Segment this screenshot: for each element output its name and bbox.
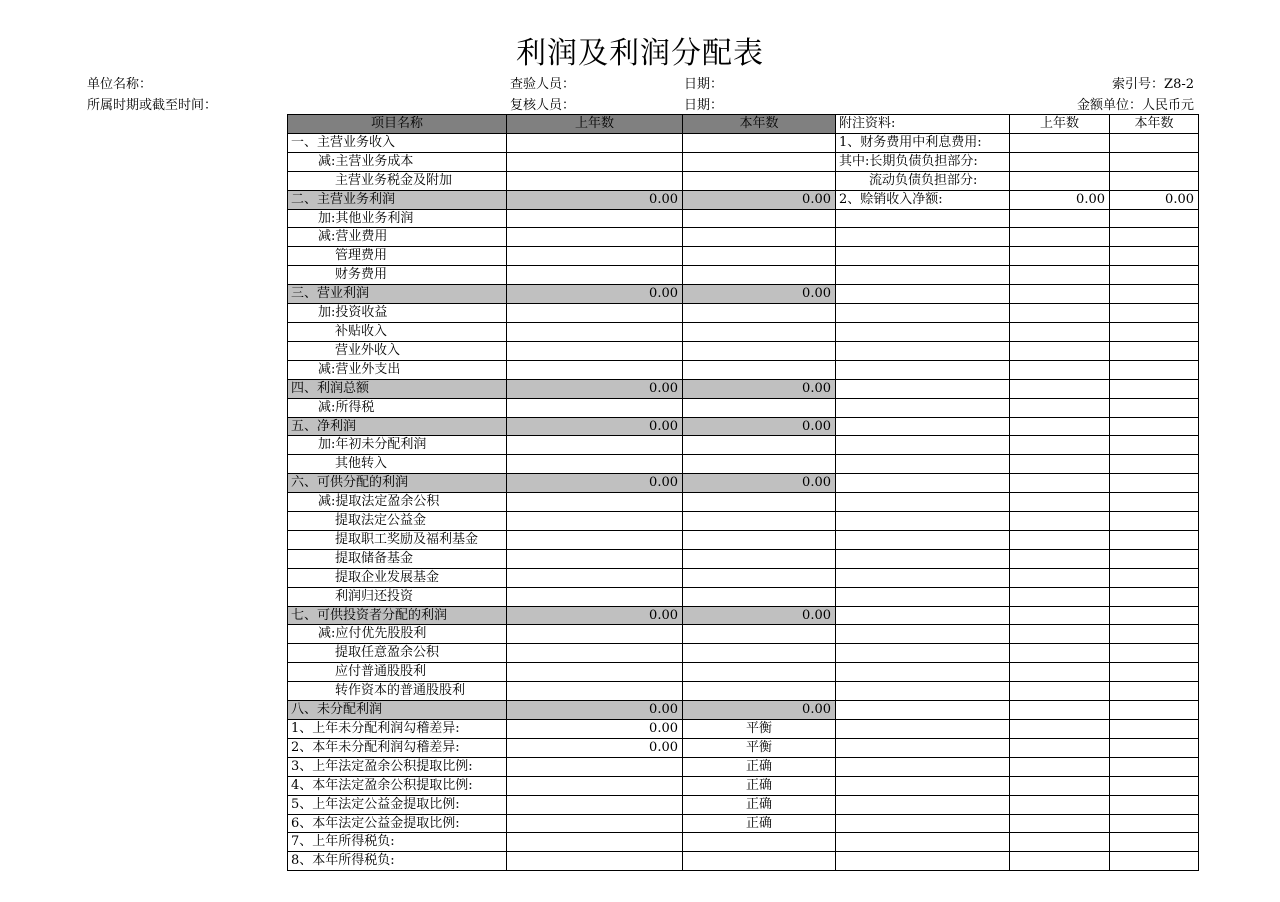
note-label[interactable]: [836, 701, 1010, 720]
prev-year-value[interactable]: [507, 228, 683, 247]
curr-year-value[interactable]: [683, 833, 836, 852]
prev-year-value[interactable]: [507, 493, 683, 512]
curr-year-value[interactable]: [683, 625, 836, 644]
curr-year-value[interactable]: 正确: [683, 795, 836, 814]
prev-year-value[interactable]: 0.00: [507, 417, 683, 436]
prev-year-value[interactable]: [507, 663, 683, 682]
note-curr-year-value[interactable]: [1110, 209, 1199, 228]
note-curr-year-value[interactable]: [1110, 625, 1199, 644]
table-row: [288, 663, 1199, 682]
note-curr-year-value[interactable]: [1110, 417, 1199, 436]
review-date-label: 日期：: [684, 98, 724, 113]
note-prev-year-value[interactable]: [1010, 266, 1110, 285]
row-label[interactable]: 提取任意盈余公积: [288, 644, 507, 663]
note-curr-year-value[interactable]: [1110, 379, 1199, 398]
note-prev-year-value[interactable]: [1010, 757, 1110, 776]
note-curr-year-value[interactable]: [1110, 133, 1199, 152]
note-prev-year-value[interactable]: 0.00: [1010, 190, 1110, 209]
note-prev-year-value[interactable]: [1010, 228, 1110, 247]
note-prev-year-value[interactable]: [1010, 152, 1110, 171]
note-label[interactable]: [836, 209, 1010, 228]
note-label[interactable]: [836, 285, 1010, 304]
note-curr-year-value[interactable]: [1110, 757, 1199, 776]
note-label[interactable]: [836, 549, 1010, 568]
curr-year-value[interactable]: [683, 568, 836, 587]
note-label[interactable]: [836, 776, 1010, 795]
note-label[interactable]: [836, 587, 1010, 606]
prev-year-value[interactable]: [507, 625, 683, 644]
curr-year-value[interactable]: [683, 682, 836, 701]
curr-year-value[interactable]: 平衡: [683, 738, 836, 757]
row-label[interactable]: 减:营业外支出: [288, 360, 507, 379]
note-curr-year-value[interactable]: [1110, 436, 1199, 455]
note-label[interactable]: [836, 455, 1010, 474]
note-prev-year-value[interactable]: [1010, 322, 1110, 341]
prev-year-value[interactable]: [507, 247, 683, 266]
row-label[interactable]: 7、上年所得税负:: [288, 833, 507, 852]
row-label[interactable]: 提取储备基金: [288, 549, 507, 568]
note-curr-year-value[interactable]: [1110, 228, 1199, 247]
note-prev-year-value[interactable]: [1010, 436, 1110, 455]
row-label[interactable]: 2、本年未分配利润勾稽差异:: [288, 738, 507, 757]
note-label[interactable]: [836, 606, 1010, 625]
header-item-name: 项目名称: [288, 115, 507, 134]
note-label[interactable]: [836, 417, 1010, 436]
row-label[interactable]: 提取企业发展基金: [288, 568, 507, 587]
row-label[interactable]: 财务费用: [288, 266, 507, 285]
check-date-label: 日期：: [684, 77, 724, 92]
note-prev-year-value[interactable]: [1010, 606, 1110, 625]
prev-year-value[interactable]: [507, 776, 683, 795]
curr-year-value[interactable]: 正确: [683, 814, 836, 833]
note-curr-year-value[interactable]: [1110, 493, 1199, 512]
table-row: [288, 247, 1199, 266]
curr-year-value[interactable]: [683, 266, 836, 285]
note-label[interactable]: [836, 852, 1010, 871]
table-row: [288, 587, 1199, 606]
curr-year-value[interactable]: [683, 549, 836, 568]
note-curr-year-value[interactable]: [1110, 304, 1199, 323]
note-prev-year-value[interactable]: [1010, 360, 1110, 379]
table-row: [288, 625, 1199, 644]
note-label[interactable]: 其中:长期负债负担部分:: [836, 152, 1010, 171]
curr-year-value[interactable]: [683, 512, 836, 531]
note-prev-year-value[interactable]: [1010, 852, 1110, 871]
note-label[interactable]: [836, 266, 1010, 285]
note-label[interactable]: [836, 663, 1010, 682]
prev-year-value[interactable]: 0.00: [507, 738, 683, 757]
curr-year-value[interactable]: [683, 530, 836, 549]
table-row: [288, 398, 1199, 417]
prev-year-value[interactable]: [507, 568, 683, 587]
note-curr-year-value[interactable]: [1110, 682, 1199, 701]
note-label[interactable]: [836, 757, 1010, 776]
table-row: [288, 417, 1199, 436]
row-label[interactable]: 加:其他业务利润: [288, 209, 507, 228]
table-row: [288, 152, 1199, 171]
row-label[interactable]: 主营业务税金及附加: [288, 171, 507, 190]
reviewer-label: 复核人员：: [510, 98, 576, 113]
table-row: [288, 266, 1199, 285]
curr-year-value[interactable]: 平衡: [683, 720, 836, 739]
prev-year-value[interactable]: [507, 398, 683, 417]
row-label[interactable]: 减:提取法定盈余公积: [288, 493, 507, 512]
curr-year-value[interactable]: 0.00: [683, 701, 836, 720]
curr-year-value[interactable]: 0.00: [683, 417, 836, 436]
row-label[interactable]: 应付普通股股利: [288, 663, 507, 682]
row-label[interactable]: 利润归还投资: [288, 587, 507, 606]
table-row: [288, 606, 1199, 625]
curr-year-value[interactable]: 0.00: [683, 190, 836, 209]
note-label[interactable]: [836, 493, 1010, 512]
table-row: [288, 436, 1199, 455]
row-label[interactable]: 加:年初未分配利润: [288, 436, 507, 455]
curr-year-value[interactable]: [683, 398, 836, 417]
note-prev-year-value[interactable]: [1010, 474, 1110, 493]
table-row: [288, 814, 1199, 833]
prev-year-value[interactable]: 0.00: [507, 379, 683, 398]
row-label[interactable]: 4、本年法定盈余公积提取比例:: [288, 776, 507, 795]
prev-year-value[interactable]: [507, 852, 683, 871]
note-label[interactable]: 流动负债负担部分:: [836, 171, 1010, 190]
row-label[interactable]: 8、本年所得税负:: [288, 852, 507, 871]
row-label[interactable]: 一、主营业务收入: [288, 133, 507, 152]
page-title: 利润及利润分配表: [516, 36, 764, 71]
row-label[interactable]: 6、本年法定公益金提取比例:: [288, 814, 507, 833]
note-curr-year-value[interactable]: [1110, 852, 1199, 871]
table-header-row: [288, 115, 1199, 134]
note-curr-year-value[interactable]: [1110, 171, 1199, 190]
note-curr-year-value[interactable]: [1110, 398, 1199, 417]
table-row: [288, 322, 1199, 341]
curr-year-value[interactable]: [683, 493, 836, 512]
note-curr-year-value[interactable]: [1110, 568, 1199, 587]
row-label[interactable]: 五、净利润: [288, 417, 507, 436]
curr-year-value[interactable]: [683, 171, 836, 190]
note-curr-year-value[interactable]: [1110, 776, 1199, 795]
note-prev-year-value[interactable]: [1010, 814, 1110, 833]
header-note-prev-year: 上年数: [1010, 115, 1110, 134]
table-row: [288, 738, 1199, 757]
note-prev-year-value[interactable]: [1010, 455, 1110, 474]
curr-year-value[interactable]: [683, 852, 836, 871]
note-prev-year-value[interactable]: [1010, 379, 1110, 398]
note-label[interactable]: [836, 814, 1010, 833]
note-label[interactable]: [836, 568, 1010, 587]
row-label[interactable]: 二、主营业务利润: [288, 190, 507, 209]
row-label[interactable]: 七、可供投资者分配的利润: [288, 606, 507, 625]
row-label[interactable]: 管理费用: [288, 247, 507, 266]
note-prev-year-value[interactable]: [1010, 247, 1110, 266]
note-curr-year-value[interactable]: [1110, 322, 1199, 341]
note-prev-year-value[interactable]: [1010, 701, 1110, 720]
note-prev-year-value[interactable]: [1010, 720, 1110, 739]
note-curr-year-value[interactable]: [1110, 644, 1199, 663]
curr-year-value[interactable]: 0.00: [683, 285, 836, 304]
row-label[interactable]: 减:应付优先股股利: [288, 625, 507, 644]
curr-year-value[interactable]: 0.00: [683, 474, 836, 493]
prev-year-value[interactable]: [507, 436, 683, 455]
note-prev-year-value[interactable]: [1010, 341, 1110, 360]
table-row: [288, 701, 1199, 720]
note-prev-year-value[interactable]: [1010, 417, 1110, 436]
note-curr-year-value[interactable]: [1110, 833, 1199, 852]
row-label[interactable]: 3、上年法定盈余公积提取比例:: [288, 757, 507, 776]
table-row: [288, 644, 1199, 663]
curr-year-value[interactable]: [683, 455, 836, 474]
curr-year-value[interactable]: [683, 341, 836, 360]
table-row: [288, 776, 1199, 795]
curr-year-value[interactable]: 正确: [683, 776, 836, 795]
row-label[interactable]: 补贴收入: [288, 322, 507, 341]
prev-year-value[interactable]: [507, 266, 683, 285]
table-row: [288, 455, 1199, 474]
prev-year-value[interactable]: [507, 455, 683, 474]
prev-year-value[interactable]: [507, 171, 683, 190]
table-row: [288, 133, 1199, 152]
note-label[interactable]: [836, 304, 1010, 323]
curr-year-value[interactable]: [683, 304, 836, 323]
note-prev-year-value[interactable]: [1010, 549, 1110, 568]
note-label[interactable]: [836, 247, 1010, 266]
note-label[interactable]: [836, 644, 1010, 663]
prev-year-value[interactable]: [507, 682, 683, 701]
prev-year-value[interactable]: [507, 795, 683, 814]
note-prev-year-value[interactable]: [1010, 625, 1110, 644]
note-label[interactable]: [836, 379, 1010, 398]
note-prev-year-value[interactable]: [1010, 776, 1110, 795]
note-curr-year-value[interactable]: [1110, 266, 1199, 285]
note-curr-year-value[interactable]: [1110, 285, 1199, 304]
row-label[interactable]: 减:主营业务成本: [288, 152, 507, 171]
prev-year-value[interactable]: [507, 530, 683, 549]
curr-year-value[interactable]: [683, 322, 836, 341]
row-label[interactable]: 八、未分配利润: [288, 701, 507, 720]
note-label[interactable]: [836, 795, 1010, 814]
curr-year-value[interactable]: [683, 152, 836, 171]
prev-year-value[interactable]: [507, 341, 683, 360]
curr-year-value[interactable]: [683, 663, 836, 682]
note-curr-year-value[interactable]: [1110, 663, 1199, 682]
table-row: [288, 228, 1199, 247]
note-label[interactable]: [836, 474, 1010, 493]
table-row: [288, 795, 1199, 814]
row-label[interactable]: 四、利润总额: [288, 379, 507, 398]
table-row: [288, 209, 1199, 228]
note-curr-year-value[interactable]: [1110, 247, 1199, 266]
note-label[interactable]: [836, 720, 1010, 739]
curr-year-value[interactable]: 正确: [683, 757, 836, 776]
note-prev-year-value[interactable]: [1010, 644, 1110, 663]
prev-year-value[interactable]: [507, 152, 683, 171]
note-prev-year-value[interactable]: [1010, 133, 1110, 152]
prev-year-value[interactable]: 0.00: [507, 606, 683, 625]
prev-year-value[interactable]: [507, 814, 683, 833]
table-row: [288, 833, 1199, 852]
row-label[interactable]: 减:营业费用: [288, 228, 507, 247]
note-curr-year-value[interactable]: [1110, 341, 1199, 360]
prev-year-value[interactable]: [507, 757, 683, 776]
note-label[interactable]: [836, 512, 1010, 531]
curr-year-value[interactable]: [683, 247, 836, 266]
prev-year-value[interactable]: [507, 549, 683, 568]
prev-year-value[interactable]: 0.00: [507, 720, 683, 739]
row-label[interactable]: 1、上年未分配利润勾稽差异:: [288, 720, 507, 739]
note-prev-year-value[interactable]: [1010, 682, 1110, 701]
table-row: [288, 474, 1199, 493]
table-row: [288, 190, 1199, 209]
row-label[interactable]: 减:所得税: [288, 398, 507, 417]
table-row: [288, 360, 1199, 379]
note-label[interactable]: [836, 738, 1010, 757]
row-label[interactable]: 营业外收入: [288, 341, 507, 360]
note-curr-year-value[interactable]: [1110, 512, 1199, 531]
row-label[interactable]: 六、可供分配的利润: [288, 474, 507, 493]
table-row: [288, 720, 1199, 739]
currency-unit: 金额单位：人民币元: [1076, 98, 1194, 113]
note-label[interactable]: [836, 682, 1010, 701]
header-notes: 附注资料:: [836, 115, 1010, 134]
prev-year-value[interactable]: 0.00: [507, 190, 683, 209]
note-curr-year-value[interactable]: [1110, 455, 1199, 474]
table-row: [288, 757, 1199, 776]
checker-label: 查验人员：: [510, 77, 576, 92]
note-prev-year-value[interactable]: [1010, 209, 1110, 228]
prev-year-value[interactable]: 0.00: [507, 285, 683, 304]
table-row: [288, 530, 1199, 549]
prev-year-value[interactable]: [507, 360, 683, 379]
prev-year-value[interactable]: 0.00: [507, 701, 683, 720]
prev-year-value[interactable]: [507, 209, 683, 228]
row-label[interactable]: 5、上年法定公益金提取比例:: [288, 795, 507, 814]
prev-year-value[interactable]: [507, 512, 683, 531]
prev-year-value[interactable]: [507, 833, 683, 852]
curr-year-value[interactable]: [683, 644, 836, 663]
note-prev-year-value[interactable]: [1010, 398, 1110, 417]
note-label[interactable]: [836, 360, 1010, 379]
note-label[interactable]: 2、赊销收入净额:: [836, 190, 1010, 209]
row-label[interactable]: 其他转入: [288, 455, 507, 474]
curr-year-value[interactable]: [683, 133, 836, 152]
curr-year-value[interactable]: 0.00: [683, 379, 836, 398]
note-prev-year-value[interactable]: [1010, 738, 1110, 757]
note-curr-year-value[interactable]: [1110, 360, 1199, 379]
note-curr-year-value[interactable]: [1110, 814, 1199, 833]
note-label[interactable]: [836, 833, 1010, 852]
note-label[interactable]: [836, 398, 1010, 417]
note-curr-year-value[interactable]: [1110, 701, 1199, 720]
table-row: [288, 549, 1199, 568]
header-prev-year: 上年数: [507, 115, 683, 134]
note-prev-year-value[interactable]: [1010, 833, 1110, 852]
curr-year-value[interactable]: [683, 228, 836, 247]
note-prev-year-value[interactable]: [1010, 568, 1110, 587]
header-curr-year: 本年数: [683, 115, 836, 134]
note-curr-year-value[interactable]: 0.00: [1110, 190, 1199, 209]
note-label[interactable]: [836, 436, 1010, 455]
table-row: [288, 379, 1199, 398]
table-row: [288, 682, 1199, 701]
note-curr-year-value[interactable]: [1110, 738, 1199, 757]
note-label[interactable]: [836, 341, 1010, 360]
note-prev-year-value[interactable]: [1010, 587, 1110, 606]
note-prev-year-value[interactable]: [1010, 285, 1110, 304]
note-prev-year-value[interactable]: [1010, 493, 1110, 512]
note-curr-year-value[interactable]: [1110, 474, 1199, 493]
row-label[interactable]: 三、营业利润: [288, 285, 507, 304]
table-row: [288, 171, 1199, 190]
note-label[interactable]: [836, 228, 1010, 247]
prev-year-value[interactable]: [507, 304, 683, 323]
curr-year-value[interactable]: [683, 436, 836, 455]
header-note-curr-year: 本年数: [1110, 115, 1199, 134]
prev-year-value[interactable]: [507, 587, 683, 606]
curr-year-value[interactable]: 0.00: [683, 606, 836, 625]
row-label[interactable]: 提取法定公益金: [288, 512, 507, 531]
profit-distribution-table: [287, 114, 1199, 871]
note-curr-year-value[interactable]: [1110, 152, 1199, 171]
note-curr-year-value[interactable]: [1110, 795, 1199, 814]
note-label[interactable]: [836, 322, 1010, 341]
note-label[interactable]: [836, 625, 1010, 644]
note-curr-year-value[interactable]: [1110, 587, 1199, 606]
row-label[interactable]: 加:投资收益: [288, 304, 507, 323]
table-row: [288, 304, 1199, 323]
row-label[interactable]: 转作资本的普通股股利: [288, 682, 507, 701]
table-row: [288, 285, 1199, 304]
unit-name-label: 单位名称：: [87, 77, 153, 92]
prev-year-value[interactable]: [507, 133, 683, 152]
curr-year-value[interactable]: [683, 587, 836, 606]
prev-year-value[interactable]: [507, 322, 683, 341]
note-prev-year-value[interactable]: [1010, 171, 1110, 190]
index-number: 索引号：Z8-2: [1112, 77, 1194, 92]
table-row: [288, 341, 1199, 360]
note-prev-year-value[interactable]: [1010, 530, 1110, 549]
note-label[interactable]: [836, 530, 1010, 549]
note-label[interactable]: 1、财务费用中利息费用:: [836, 133, 1010, 152]
note-curr-year-value[interactable]: [1110, 720, 1199, 739]
table-row: [288, 568, 1199, 587]
note-curr-year-value[interactable]: [1110, 606, 1199, 625]
row-label[interactable]: 提取职工奖励及福利基金: [288, 530, 507, 549]
note-prev-year-value[interactable]: [1010, 304, 1110, 323]
prev-year-value[interactable]: [507, 644, 683, 663]
note-prev-year-value[interactable]: [1010, 663, 1110, 682]
table-row: [288, 512, 1199, 531]
period-label: 所属时期或截至时间：: [87, 98, 218, 113]
note-curr-year-value[interactable]: [1110, 549, 1199, 568]
table-row: [288, 493, 1199, 512]
note-curr-year-value[interactable]: [1110, 530, 1199, 549]
prev-year-value[interactable]: 0.00: [507, 474, 683, 493]
curr-year-value[interactable]: [683, 209, 836, 228]
note-prev-year-value[interactable]: [1010, 512, 1110, 531]
table-row: [288, 852, 1199, 871]
note-prev-year-value[interactable]: [1010, 795, 1110, 814]
curr-year-value[interactable]: [683, 360, 836, 379]
